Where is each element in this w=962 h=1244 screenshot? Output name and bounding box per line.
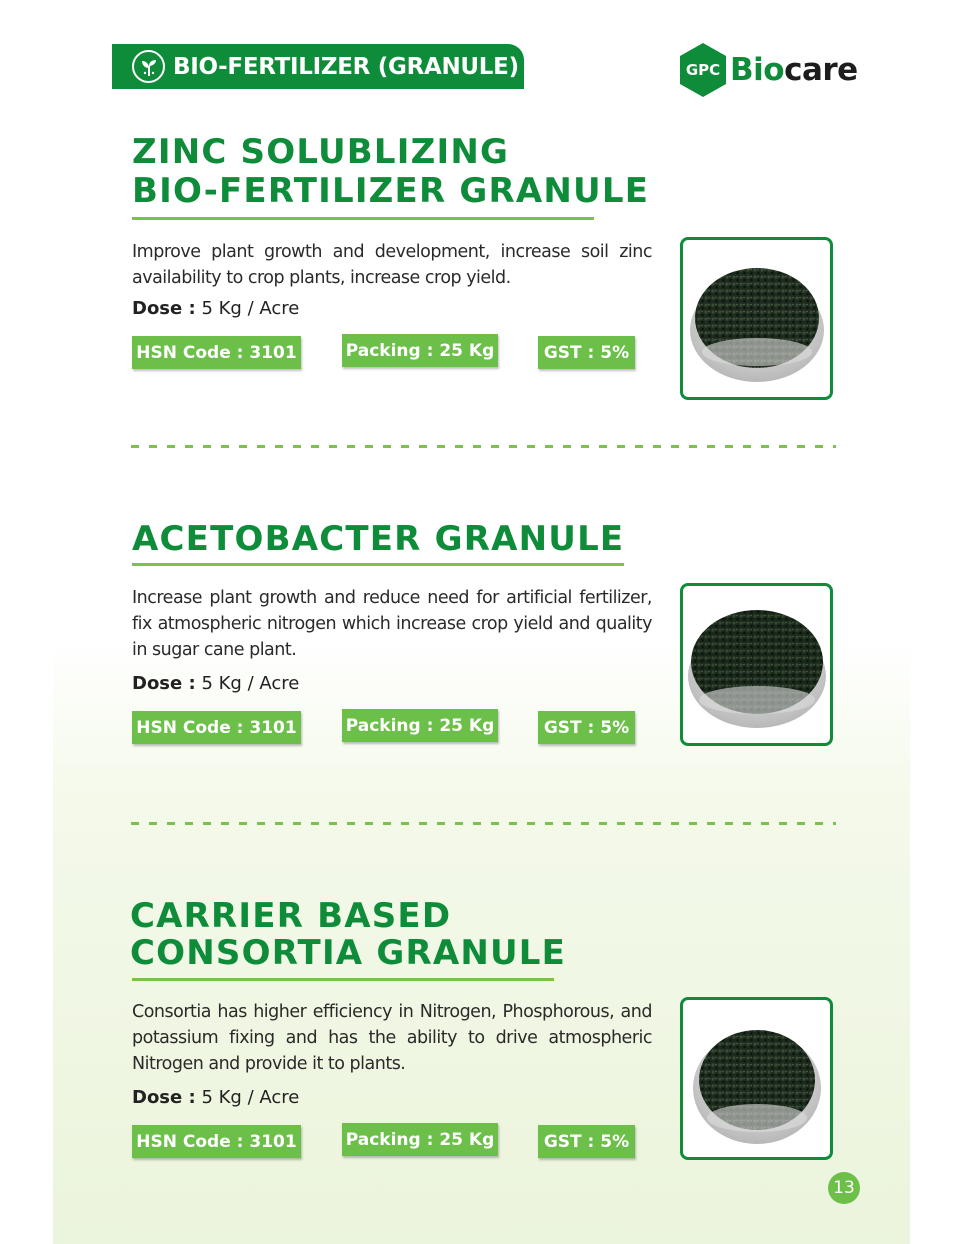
dose-line [132, 298, 299, 319]
granule-bowl-image [683, 240, 830, 397]
product-title-line1: ZINC SOLUBLIZING [132, 132, 510, 172]
plant-leaf-icon [132, 50, 165, 83]
section-divider [131, 445, 836, 448]
product-description: Improve plant growth and development, increase soil zinc availability to crop plants, increase crop yield. [132, 242, 652, 288]
dose-line [132, 1087, 299, 1108]
gst-badge: GST : 5% [538, 1125, 635, 1158]
packing-badge: Packing : 25 Kg [342, 1123, 498, 1156]
section-title: BIO-FERTILIZER (GRANULE) [173, 53, 519, 80]
hsn-code-badge: HSN Code : 3101 [132, 1125, 301, 1158]
gst-badge: GST : 5% [538, 336, 635, 369]
product-title-line2: CONSORTIA GRANULE [130, 933, 567, 973]
hsn-code-badge: HSN Code : 3101 [132, 711, 301, 744]
hsn-code-badge: HSN Code : 3101 [132, 336, 301, 369]
product-photo [680, 583, 833, 746]
product-photo [680, 237, 833, 400]
title-underline [132, 217, 594, 220]
dose-value: 5 Kg / Acre [201, 298, 300, 319]
granule-bowl-image [683, 1000, 830, 1157]
logo-prefix: GPC [685, 61, 721, 79]
product-title-line2: BIO-FERTILIZER GRANULE [132, 171, 650, 211]
hexagon-logo-icon [678, 42, 728, 98]
dose-value: 5 Kg / Acre [201, 673, 300, 694]
page-number: 13 [828, 1172, 860, 1204]
dose-label: Dose : [132, 298, 196, 319]
packing-badge: Packing : 25 Kg [342, 334, 498, 367]
product-title-line1: ACETOBACTER GRANULE [132, 519, 625, 559]
product-description: Consortia has higher efficiency in Nitrogen, Phosphorous, and potassium fixing and has the ability to drive atmospheric Nitrogen and provide it to plants. [132, 1002, 652, 1074]
product-title-line1: CARRIER BASED [130, 896, 452, 936]
dose-line [132, 673, 299, 694]
section-header-tag [112, 44, 524, 89]
dose-label: Dose : [132, 673, 196, 694]
granule-bowl-image [683, 586, 830, 743]
dose-label: Dose : [132, 1087, 196, 1108]
brand-logo [678, 42, 858, 98]
title-underline [132, 978, 554, 981]
product-photo [680, 997, 833, 1160]
gst-badge: GST : 5% [538, 711, 635, 744]
product-description: Increase plant growth and reduce need for artificial fertilizer, fix atmospheric nitrogen which increase crop yield and quality in sugar cane plant. [132, 588, 652, 660]
logo-word-bio: Bio [730, 52, 785, 88]
logo-wordmark [730, 52, 858, 88]
section-divider [131, 822, 836, 825]
dose-value: 5 Kg / Acre [201, 1087, 300, 1108]
logo-word-care: care [784, 52, 858, 88]
title-underline [132, 563, 624, 566]
packing-badge: Packing : 25 Kg [342, 709, 498, 742]
